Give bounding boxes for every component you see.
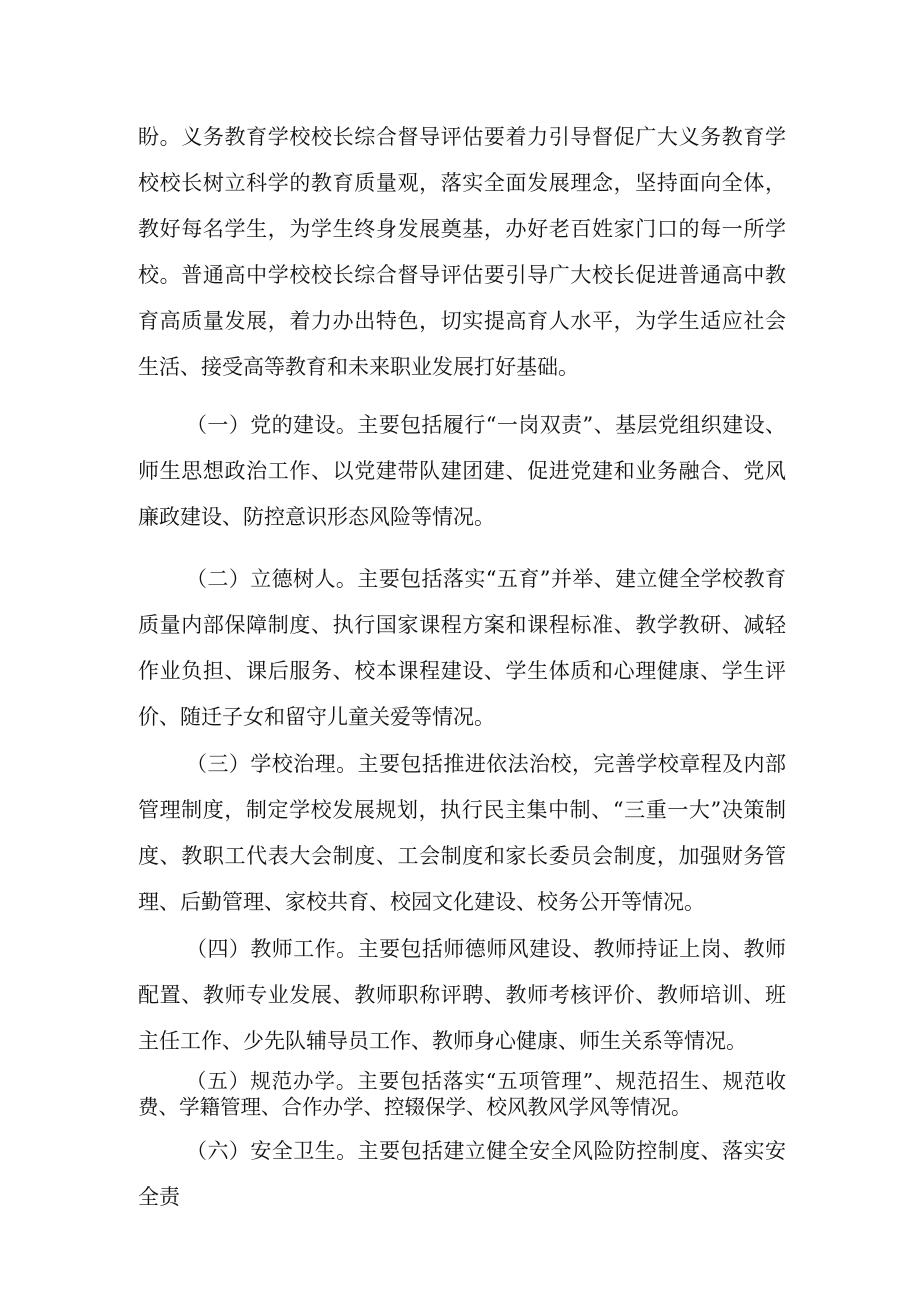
paragraph-teacher-work: （四）教师工作。主要包括师德师风建设、教师持证上岗、教师配置、教师专业发展、教师职称评聘、教师考核评价、教师培训、班主任工作、少先队辅导员工作、教师身心健康、师生关系等情况。 bbox=[138, 937, 786, 1053]
paragraph-moral-education: （二）立德树人。主要包括落实“五育”并举、建立健全学校教育质量内部保障制度、执行国家课程方案和课程标准、教学教研、减轻作业负担、课后服务、校本课程建设、学生体质和心理健康、学生评价、随迁子女和留守儿童关爱等情况。 bbox=[138, 567, 786, 729]
paragraph-safety-hygiene: （六）安全卫生。主要包括建立健全安全风险防控制度、落实安全责 bbox=[138, 1139, 786, 1209]
paragraph-intro: 盼。义务教育学校校长综合督导评估要着力引导督促广大义务教育学校校长树立科学的教育质量观，落实全面发展理念，坚持面向全体，教好每名学生，为学生终身发展奠基，办好老百姓家门口的每一所学校。普通高中学校校长综合督导评估要引导广大校长促进普通高中教育高质量发展，着力办出特色，切实提高育人水平，为学生适应社会生活、接受高等教育和未来职业发展打好基础。 bbox=[138, 125, 786, 379]
paragraph-standardized-operation: （五）规范办学。主要包括落实“五项管理”、规范招生、规范收费、学籍管理、合作办学、控辍保学、校风教风学风等情况。 bbox=[138, 1069, 786, 1119]
paragraph-party-building: （一）党的建设。主要包括履行“一岗双责”、基层党组织建设、师生思想政治工作、以党建带队建团建、促进党建和业务融合、党风廉政建设、防控意识形态风险等情况。 bbox=[138, 413, 786, 529]
paragraph-school-governance: （三）学校治理。主要包括推进依法治校，完善学校章程及内部管理制度，制定学校发展规划，执行民主集中制、“三重一大”决策制度、教职工代表大会制度、工会制度和家长委员会制度，加强财务管理、后勤管理、家校共育、校园文化建设、校务公开等情况。 bbox=[138, 752, 786, 914]
